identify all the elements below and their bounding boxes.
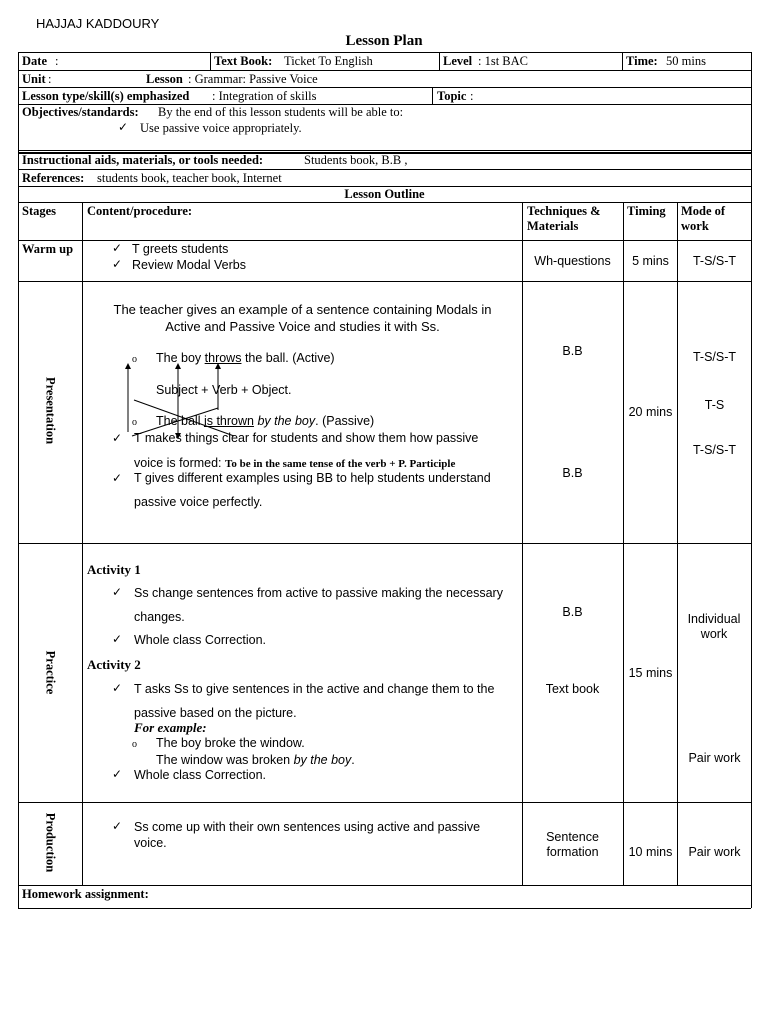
date-label: Date <box>22 54 47 68</box>
example-label: For example: <box>134 720 207 735</box>
presentation-intro-1: The teacher gives an example of a sentence containing Modals in <box>113 302 492 317</box>
activity-1-title: Activity 1 <box>87 562 141 577</box>
check-icon: ✓ <box>112 241 123 255</box>
check-icon: ✓ <box>118 120 129 134</box>
practice-technique-2: Text book <box>545 682 600 696</box>
production-mode: Pair work <box>688 845 741 859</box>
check-icon: ✓ <box>112 681 123 695</box>
presentation-technique-2: B.B <box>562 466 583 480</box>
activity-2-title: Activity 2 <box>87 657 141 672</box>
presentation-example-passive: The ball is thrown by the boy. (Passive) <box>156 414 375 428</box>
lesson-type-label: Lesson type/skill(s) emphasized <box>22 89 190 103</box>
presentation-item-2: T gives different examples using BB to help students understand <box>134 471 491 485</box>
presentation-timing: 20 mins <box>628 405 673 419</box>
activity-1-item-1: Ss change sentences from active to passive making the necessary <box>134 586 503 600</box>
presentation-stage: Presentation <box>43 376 58 445</box>
activity-1-item-2: Whole class Correction. <box>134 633 266 647</box>
practice-technique-1: B.B <box>562 605 583 619</box>
warmup-technique: Wh-questions <box>534 254 611 268</box>
production-stage: Production <box>43 812 58 873</box>
lesson-value: : Grammar: Passive Voice <box>188 72 318 86</box>
col-content: Content/procedure: <box>87 204 193 218</box>
production-item-1-cont: voice. <box>134 836 167 850</box>
activity-2-item-1: T asks Ss to give sentences in the active and change them to the <box>134 682 495 696</box>
check-icon: ✓ <box>112 632 123 646</box>
topic-label: Topic <box>437 89 467 103</box>
references-label: References: <box>22 171 85 185</box>
presentation-formula: Subject + Verb + Object. <box>156 383 292 397</box>
col-mode: Mode of work <box>681 204 726 233</box>
lesson-type-value: : Integration of skills <box>212 89 317 103</box>
unit-separator: : <box>48 72 52 86</box>
references-value: students book, teacher book, Internet <box>97 171 282 185</box>
circle-bullet-icon: o <box>132 354 137 365</box>
textbook-value: Ticket To English <box>284 54 373 68</box>
warmup-item-1: T greets students <box>132 242 229 256</box>
practice-timing: 15 mins <box>628 666 673 680</box>
presentation-intro-2: Active and Passive Voice and studies it with Ss. <box>165 319 440 334</box>
presentation-technique-1: B.B <box>562 344 583 358</box>
check-icon: ✓ <box>112 767 123 781</box>
example-passive-sentence: The window was broken by the boy. <box>156 753 355 767</box>
objectives-item: Use passive voice appropriately. <box>140 121 302 135</box>
check-icon: ✓ <box>112 471 123 485</box>
document-title: Lesson Plan <box>345 33 423 49</box>
activity-2-item-2: Whole class Correction. <box>134 768 266 782</box>
practice-mode-2: Pair work <box>688 751 741 765</box>
practice-stage: Practice <box>43 650 58 695</box>
level-value: : 1st BAC <box>478 54 529 68</box>
circle-bullet-icon: o <box>132 417 137 428</box>
time-value: 50 mins <box>666 54 706 68</box>
objectives-intro: By the end of this lesson students will be able to: <box>158 105 404 119</box>
production-item-1: Ss come up with their own sentences using active and passive <box>134 820 481 834</box>
col-techniques: Techniques & Materials <box>527 204 601 233</box>
objectives-label: Objectives/standards: <box>22 105 139 119</box>
presentation-mode-3: T-S/S-T <box>692 443 737 457</box>
warmup-stage: Warm up <box>22 242 74 256</box>
check-icon: ✓ <box>112 819 123 833</box>
warmup-timing: 5 mins <box>632 254 669 268</box>
textbook-label: Text Book: <box>214 54 273 68</box>
presentation-mode-2: T-S <box>704 398 725 412</box>
presentation-mode-1: T-S/S-T <box>692 350 737 364</box>
warmup-mode: T-S/S-T <box>692 254 737 268</box>
lesson-outline-title: Lesson Outline <box>344 187 425 201</box>
activity-2-item-1-cont: passive based on the picture. <box>134 706 297 720</box>
col-timing: Timing <box>627 204 666 218</box>
check-icon: ✓ <box>112 431 123 445</box>
aids-label: Instructional aids, materials, or tools needed: <box>22 153 264 167</box>
unit-label: Unit <box>22 72 46 86</box>
topic-separator: : <box>470 89 474 103</box>
arrows-diagram <box>110 360 250 440</box>
presentation-example-active: The boy throws the ball. (Active) <box>156 351 335 365</box>
aids-value: Students book, B.B , <box>304 153 408 167</box>
production-technique: Sentence formation <box>546 830 599 859</box>
activity-1-item-1-cont: changes. <box>134 610 185 624</box>
date-separator: : <box>55 54 59 68</box>
example-active-sentence: The boy broke the window. <box>156 736 305 750</box>
practice-mode-1: Individual work <box>687 612 741 641</box>
circle-bullet-icon: o <box>132 739 137 750</box>
presentation-item-2-cont: passive voice perfectly. <box>134 495 263 509</box>
col-stages: Stages <box>22 204 57 218</box>
check-icon: ✓ <box>112 585 123 599</box>
author-name: HAJJAJ KADDOURY <box>36 16 160 31</box>
homework-label: Homework assignment: <box>22 887 149 901</box>
presentation-item-1: T makes things clear for students and show them how passive <box>134 431 479 445</box>
level-label: Level <box>443 54 473 68</box>
time-label: Time: <box>626 54 658 68</box>
warmup-item-2: Review Modal Verbs <box>132 258 246 272</box>
production-timing: 10 mins <box>628 845 673 859</box>
presentation-item-1-cont: voice is formed: To be in the same tense of the verb + P. Participle <box>134 456 456 470</box>
check-icon: ✓ <box>112 257 123 271</box>
lesson-label: Lesson <box>146 72 183 86</box>
